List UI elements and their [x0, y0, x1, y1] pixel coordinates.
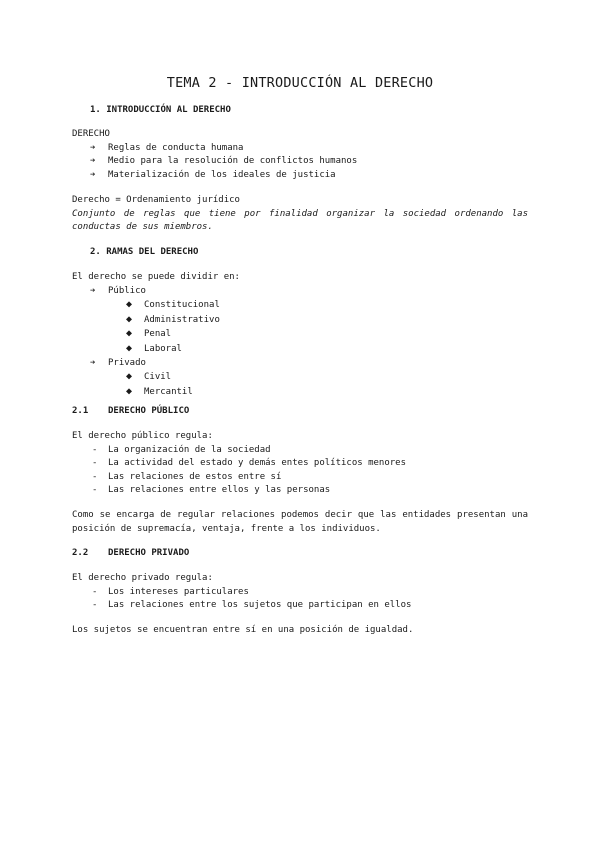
section-2-2-heading: 2.2 DERECHO PRIVADO: [72, 548, 190, 558]
diamond-bullet-icon: ◆: [126, 313, 133, 325]
document-title: TEMA 2 - INTRODUCCIÓN AL DERECHO: [166, 75, 434, 91]
list-item: ◆ Penal: [126, 328, 172, 340]
section-2-2-closing: [72, 624, 528, 638]
section-1-heading: 1. INTRODUCCIÓN AL DERECHO: [90, 105, 231, 115]
list-item: ➔ Privado: [72, 357, 528, 371]
diamond-bullet-icon: ◆: [126, 385, 133, 397]
section-2-1-body: [72, 430, 528, 498]
list-item: - La actividad del estado y demás entes políticos menores: [72, 457, 528, 471]
arrow-right-icon: ➔: [90, 285, 96, 296]
dash-bullet-icon: -: [92, 458, 98, 469]
section-2-body: [72, 271, 528, 399]
diamond-bullet-icon: ◆: [126, 299, 133, 311]
dash-bullet-icon: -: [92, 586, 98, 597]
definition-line-1: Conjunto de reglas que tiene por finalidad organizar la sociedad ordenando las: [72, 208, 528, 219]
section-2-2-body: [72, 572, 528, 613]
derecho-label: DERECHO: [72, 129, 110, 139]
dash-bullet-icon: -: [92, 485, 98, 496]
list-item: ➔ Reglas de conducta humana: [72, 142, 528, 156]
definition-line-2: conductas de sus miembros.: [72, 222, 213, 233]
arrow-right-icon: ➔: [90, 169, 96, 180]
definition-block: [72, 194, 528, 235]
section-2-1-heading: 2.1 DERECHO PÚBLICO: [72, 406, 190, 416]
section-2: [72, 246, 528, 260]
list-item: - Los intereses particulares: [72, 586, 528, 600]
section-2-1-intro: El derecho público regula:: [72, 431, 213, 441]
section-1-body: [72, 128, 528, 182]
section-2-2-intro: El derecho privado regula:: [72, 573, 213, 583]
list-item: ◆ Administrativo: [126, 313, 220, 325]
arrow-right-icon: ➔: [90, 142, 96, 153]
arrow-right-icon: ➔: [90, 156, 96, 167]
list-item: ◆ Mercantil: [126, 385, 193, 397]
list-item: ◆ Civil: [126, 371, 172, 383]
diamond-bullet-icon: ◆: [126, 342, 133, 354]
list-item: ➔ Medio para la resolución de conflictos humanos: [72, 155, 528, 169]
paragraph-line-1: Como se encarga de regular relaciones podemos decir que las entidades presentan una: [72, 510, 528, 520]
list-item: - La organización de la sociedad: [72, 444, 528, 458]
paragraph-line-2: posición de supremacía, ventaja, frente a los individuos.: [72, 523, 381, 534]
diamond-bullet-icon: ◆: [126, 371, 133, 383]
list-item: - Las relaciones de estos entre sí: [72, 471, 528, 485]
list-item: ◆ Constitucional: [126, 299, 220, 311]
list-item: ➔ Público: [72, 285, 528, 299]
section-2-2: [72, 547, 528, 561]
section-2-heading: 2. RAMAS DEL DERECHO: [90, 247, 199, 257]
dash-bullet-icon: -: [92, 444, 98, 455]
section-2-1-paragraph: [72, 509, 528, 536]
diamond-bullet-icon: ◆: [126, 328, 133, 340]
arrow-right-icon: ➔: [90, 357, 96, 368]
list-item: - Las relaciones entre los sujetos que participan en ellos: [72, 599, 528, 613]
closing-text: Los sujetos se encuentran entre sí en una posición de igualdad.: [72, 625, 414, 635]
equation-text: Derecho = Ordenamiento jurídico: [72, 195, 240, 205]
dash-bullet-icon: -: [92, 471, 98, 482]
section-1: [72, 104, 528, 118]
list-item: ➔ Materialización de los ideales de justicia: [72, 169, 528, 183]
list-item: ◆ Laboral: [126, 342, 182, 354]
section-2-intro: El derecho se puede dividir en:: [72, 272, 240, 282]
list-item: - Las relaciones entre ellos y las personas: [72, 484, 528, 498]
dash-bullet-icon: -: [92, 600, 98, 611]
section-2-1: [72, 405, 528, 419]
